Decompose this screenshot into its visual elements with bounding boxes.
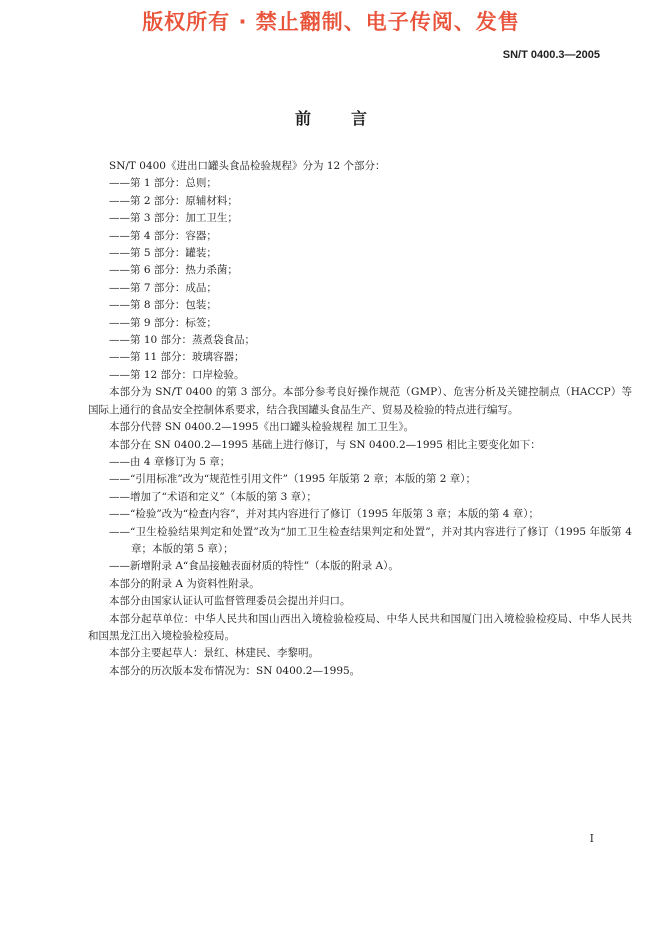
intro-paragraph: SN/T 0400《进出口罐头食品检验规程》分为 12 个部分： (109, 160, 386, 172)
standard-code: SN/T 0400.3—2005 (502, 49, 600, 61)
part-item: ——第 11 部分：玻璃容器； (109, 351, 245, 364)
change-item: ——增加了“术语和定义”（本版的第 3 章）； (109, 490, 317, 503)
page-title: 前言 (294, 109, 407, 128)
proposed-paragraph: 本部分由国家认证认可监督管理委员会提出并归口。 (109, 595, 351, 608)
change-item: ——新增附录 A“食品接触表面材质的特性”（本版的附录 A）。 (109, 560, 399, 573)
part-item: ——第 4 部分：容器； (109, 229, 217, 242)
change-item: ——“卫生检验结果判定和处置”改为“加工卫生检查结果判定和处置”，并对其内容进行了修订（1995 年版第 4 章；本版的第 5 章）； (109, 525, 632, 555)
part-item: ——第 2 部分：原辅材料； (109, 194, 238, 207)
document-body (88, 158, 632, 680)
copyright-watermark: 版权所有 · 禁止翻制、电子传阅、发售 (142, 10, 520, 34)
annex-paragraph: 本部分的附录 A 为资料性附录。 (109, 577, 260, 590)
changes-paragraph: 本部分在 SN 0400.2—1995 基础上进行修订，与 SN 0400.2—1995 相比主要变化如下： (109, 438, 541, 451)
part-item: ——第 1 部分：总则； (109, 177, 217, 190)
change-item: ——“检验”改为“检查内容”，并对其内容进行了修订（1995 年版第 3 章；本版的第 4 章）； (109, 508, 539, 521)
page-number: I (589, 832, 594, 845)
history-paragraph: 本部分的历次版本发布情况为：SN 0400.2—1995。 (109, 664, 361, 677)
part-item: ——第 6 部分：热力杀菌； (109, 264, 238, 277)
part-item: ——第 12 部分：口岸检验。 (109, 368, 245, 381)
drafting-units-paragraph: 本部分起草单位：中华人民共和国山西出入境检验检疫局、中华人民共和国厦门出入境检验检疫局、中华人民共和国黑龙江出入境检验检疫局。 (88, 612, 632, 642)
scope-paragraph: 本部分为 SN/T 0400 的第 3 部分。本部分参考良好操作规范（GMP）、危害分析及关键控制点（HACCP）等国际上通行的食品安全控制体系要求，结合我国罐头食品生产、贸易及检验的特点进行编写。 (88, 386, 632, 416)
part-item: ——第 3 部分：加工卫生； (109, 212, 238, 225)
part-item: ——第 5 部分：罐装； (109, 247, 217, 260)
drafters-paragraph: 本部分主要起草人：景红、林建民、李黎明。 (109, 647, 319, 660)
part-item: ——第 10 部分：蒸煮袋食品； (109, 334, 256, 347)
replace-paragraph: 本部分代替 SN 0400.2—1995《出口罐头检验规程 加工卫生》。 (109, 421, 415, 434)
part-item: ——第 8 部分：包装； (109, 299, 217, 312)
part-item: ——第 9 部分：标签； (109, 316, 217, 329)
change-item: ——“引用标准”改为“规范性引用文件”（1995 年版第 2 章；本版的第 2 章）； (109, 473, 476, 486)
part-item: ——第 7 部分：成品； (109, 281, 217, 294)
change-item: ——由 4 章修订为 5 章； (109, 455, 231, 468)
